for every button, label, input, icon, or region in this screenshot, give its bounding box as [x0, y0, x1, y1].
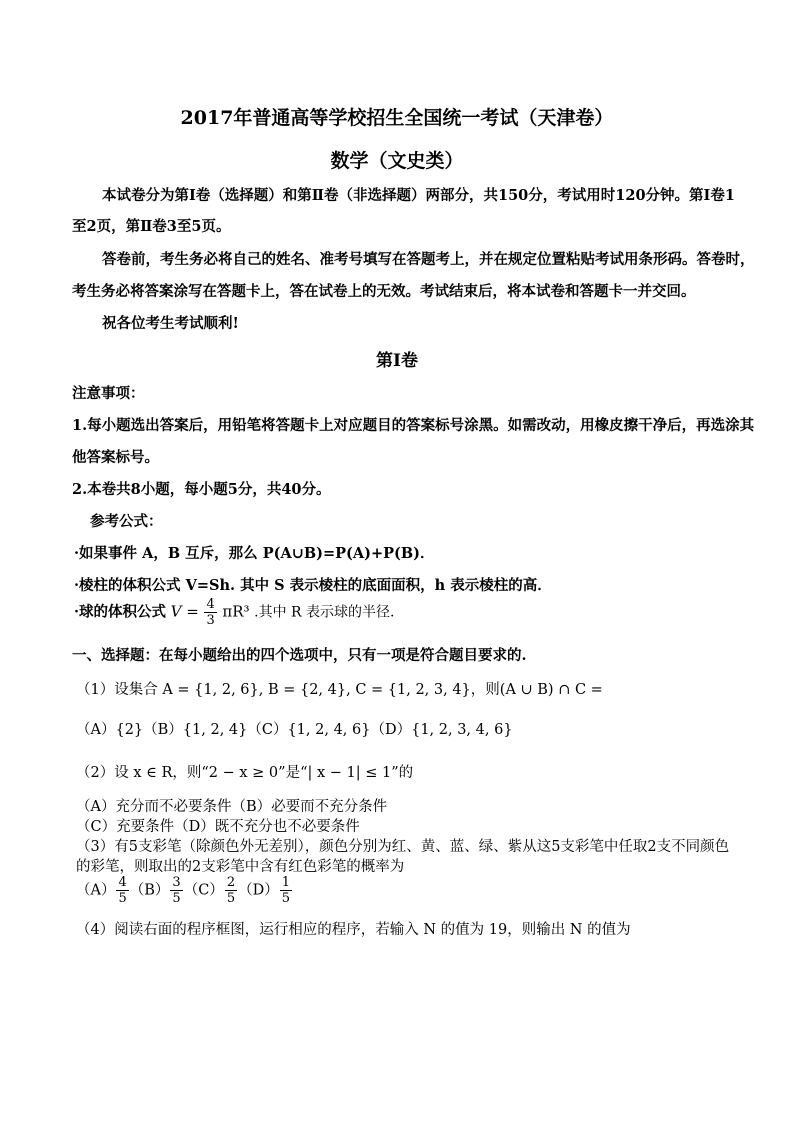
intro-paragraph-3: 祝各位考生考试顺利!	[102, 315, 239, 332]
question-3-option-a-fraction	[116, 876, 128, 905]
question-3-option-a-label: （A）	[76, 882, 116, 899]
exam-subtitle: 数学（文史类）	[330, 150, 464, 172]
option-c-numerator: 2	[226, 875, 236, 890]
intro-paragraph-2-line-1: 答卷前，考生务必将自己的姓名、准考号填写在答题考上，并在规定位置粘贴考试用条形码。答卷时，	[102, 251, 755, 268]
question-3-line-2: 的彩笔，则取出的2支彩笔中含有红色彩笔的概率为	[76, 859, 405, 875]
option-a-denominator: 5	[118, 891, 127, 906]
formula-3	[74, 598, 394, 627]
formula-2: ·棱柱的体积公式 V=Sh. 其中 S 表示棱柱的底面面积，h 表示棱柱的高．	[74, 577, 552, 594]
formula-3-numerator: 4	[206, 597, 215, 612]
note-1-line-1: 1.每小题选出答案后，用铅笔将答题卡上对应题目的答案标号涂黑。如需改动，用橡皮擦干净后，再选涂其	[72, 417, 755, 434]
formula-3-prefix: ·球的体积公式	[74, 603, 167, 621]
option-b-denominator: 5	[172, 891, 181, 906]
formula-3-denominator: 3	[206, 613, 215, 628]
intro-paragraph-1-line-1: 本试卷分为第Ⅰ卷（选择题）和第Ⅱ卷（非选择题）两部分，共150分，考试用时120分钟。第Ⅰ卷1	[102, 187, 735, 204]
question-1-options: （A）{2}（B）{1, 2, 4}（C）{1, 2, 4, 6}（D）{1, 2, 3, 4, 6}	[76, 722, 513, 738]
formulas-heading: 参考公式：	[90, 513, 163, 530]
formula-3-suffix: .其中 R 表示球的半径.	[254, 604, 395, 621]
formula-3-rest: πR³	[222, 602, 250, 621]
notes-heading: 注意事项：	[72, 385, 145, 402]
question-1-stem: （1）设集合 A = {1, 2, 6}, B = {2, 4}, C = {1, 2, 3, 4}，则(A ∪ B) ∩ C =	[76, 682, 603, 698]
question-3-option-c-label: （C）	[183, 882, 224, 899]
question-3-options	[76, 876, 293, 905]
part-1-heading: 一、选择题：在每小题给出的四个选项中，只有一项是符合题目要求的.	[72, 647, 527, 664]
question-4-stem: （4）阅读右面的程序框图，运行相应的程序，若输入 N 的值为 19，则输出 N 的值为	[76, 922, 631, 938]
option-b-numerator: 3	[172, 875, 181, 890]
option-d-denominator: 5	[281, 891, 291, 906]
question-3-line-1: （3）有5支彩笔（除颜色外无差别），颜色分别为红、黄、蓝、绿、紫从这5支彩笔中任取2支不同颜色	[76, 839, 730, 855]
question-3-option-c-fraction	[225, 876, 237, 905]
option-c-denominator: 5	[226, 891, 236, 906]
question-3-option-b-fraction	[170, 876, 182, 905]
intro-paragraph-2-line-2: 考生务必将答案涂写在答题卡上，答在试卷上的无效。考试结束后，将本试卷和答题卡一并交回。	[72, 283, 696, 300]
option-a-numerator: 4	[118, 875, 127, 890]
note-1-line-2: 他答案标号。	[72, 449, 159, 466]
formula-3-lhs: V =	[170, 602, 199, 621]
question-2-stem: （2）设 x ∈ R，则“2 − x ≥ 0”是“| x − 1| ≤ 1”的	[76, 765, 414, 781]
question-2-options-line-1: （A）充分而不必要条件（B）必要而不充分条件	[76, 799, 388, 815]
intro-paragraph-1-line-2: 至2页，第Ⅱ卷3至5页。	[72, 218, 231, 235]
note-2: 2.本卷共8小题，每小题5分，共40分。	[72, 481, 331, 498]
question-3-option-d-fraction	[280, 876, 292, 905]
question-3-option-d-label: （D）	[238, 882, 279, 899]
exam-title: 2017年普通高等学校招生全国统一考试（天津卷）	[180, 107, 614, 129]
section-title: 第Ⅰ卷	[376, 351, 418, 371]
formula-3-fraction	[204, 598, 216, 627]
formula-1: ·如果事件 A，B 互斥，那么 P(A∪B)=P(A)+P(B)．	[74, 545, 435, 562]
question-3-option-b-label: （B）	[129, 882, 170, 899]
option-d-numerator: 1	[281, 875, 291, 890]
question-2-options-line-2: （C）充要条件（D）既不充分也不必要条件	[76, 819, 360, 835]
